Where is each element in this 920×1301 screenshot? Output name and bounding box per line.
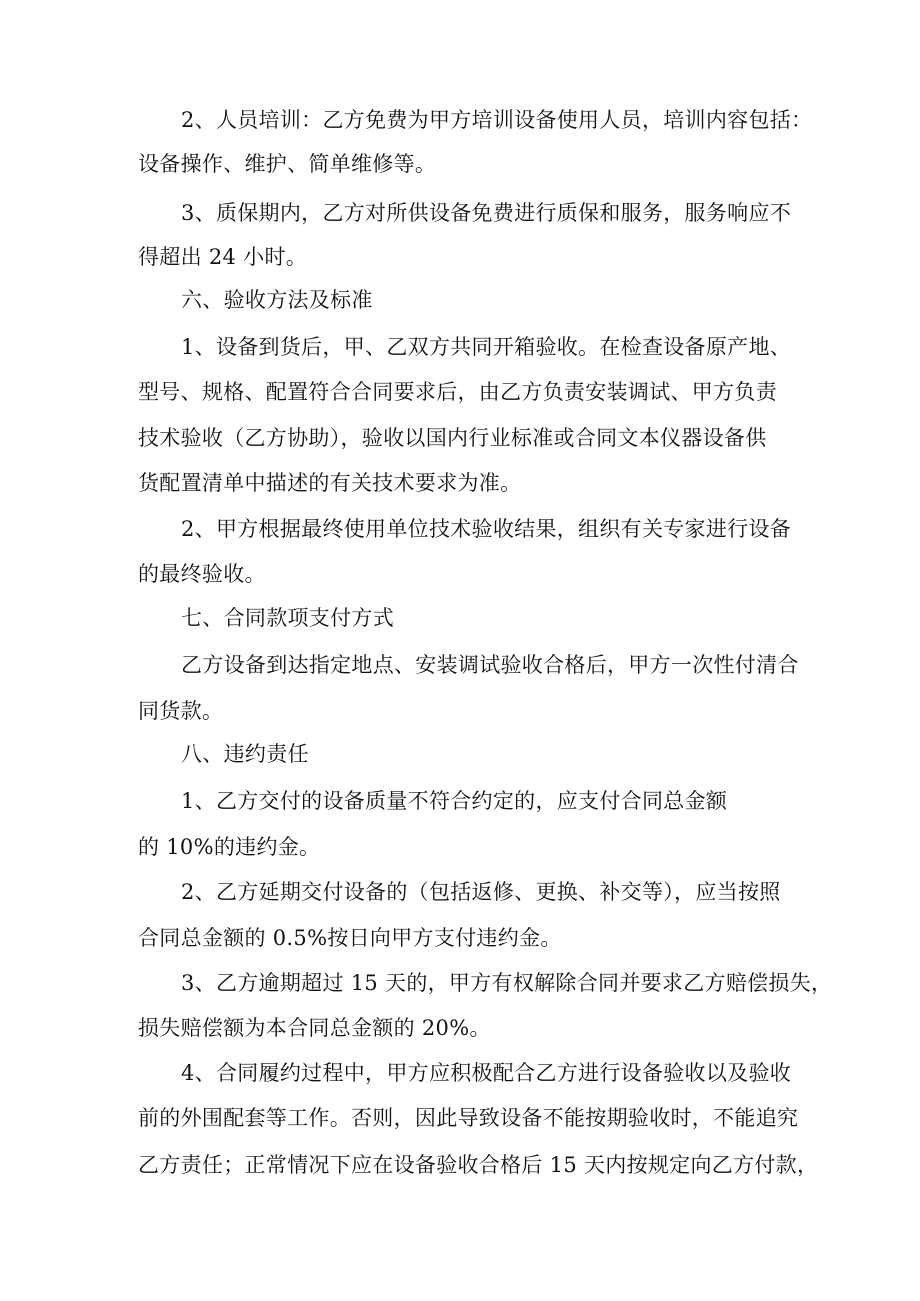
paragraph-payment-line-1: 乙方设备到达指定地点、安装调试验收合格后，甲方一次性付清合 bbox=[181, 653, 799, 677]
paragraph-breach-3-line-1: 3、乙方逾期超过 15 天的，甲方有权解除合同并要求乙方赔偿损失， bbox=[181, 971, 833, 995]
paragraph-breach-2-line-1: 2、乙方延期交付设备的（包括返修、更换、补交等），应当按照 bbox=[181, 880, 781, 904]
paragraph-warranty-line-2: 得超出 24 小时。 bbox=[138, 245, 308, 269]
section-heading-payment: 七、合同款项支付方式 bbox=[181, 606, 394, 630]
section-heading-breach: 八、违约责任 bbox=[181, 742, 309, 766]
paragraph-acceptance-1-line-2: 型号、规格、配置符合合同要求后，由乙方负责安装调试、甲方负责 bbox=[138, 380, 777, 404]
paragraph-training-line-2: 设备操作、维护、简单维修等。 bbox=[138, 152, 437, 176]
paragraph-breach-4-line-2: 前的外围配套等工作。否则，因此导致设备不能按期验收时，不能追究 bbox=[138, 1106, 799, 1130]
paragraph-breach-1-line-1: 1、乙方交付的设备质量不符合约定的，应支付合同总金额 bbox=[181, 789, 728, 813]
paragraph-breach-1-line-2: 的 10%的违约金。 bbox=[138, 835, 321, 859]
paragraph-breach-4-line-1: 4、合同履约过程中，甲方应积极配合乙方进行设备验收以及验收 bbox=[181, 1061, 792, 1085]
paragraph-acceptance-2-line-1: 2、甲方根据最终使用单位技术验收结果，组织有关专家进行设备 bbox=[181, 517, 792, 541]
paragraph-breach-2-line-2: 合同总金额的 0.5%按日向甲方支付违约金。 bbox=[138, 926, 562, 950]
paragraph-breach-3-line-2: 损失赔偿额为本合同总金额的 20%。 bbox=[138, 1016, 491, 1040]
paragraph-acceptance-1-line-4: 货配置清单中描述的有关技术要求为准。 bbox=[138, 471, 522, 495]
paragraph-warranty-line-1: 3、质保期内，乙方对所供设备免费进行质保和服务，服务响应不 bbox=[181, 201, 792, 225]
paragraph-breach-4-line-3: 乙方责任；正常情况下应在设备验收合格后 15 天内按规定向乙方付款， bbox=[138, 1153, 819, 1177]
section-heading-acceptance: 六、验收方法及标准 bbox=[181, 288, 373, 312]
paragraph-training-line-1: 2、人员培训：乙方免费为甲方培训设备使用人员，培训内容包括： bbox=[181, 108, 813, 132]
paragraph-acceptance-2-line-2: 的最终验收。 bbox=[138, 562, 266, 586]
paragraph-acceptance-1-line-3: 技术验收（乙方协助），验收以国内行业标准或合同文本仪器设备供 bbox=[138, 426, 767, 450]
paragraph-payment-line-2: 同货款。 bbox=[138, 699, 224, 723]
paragraph-acceptance-1-line-1: 1、设备到货后，甲、乙双方共同开箱验收。在检查设备原产地、 bbox=[181, 335, 792, 359]
